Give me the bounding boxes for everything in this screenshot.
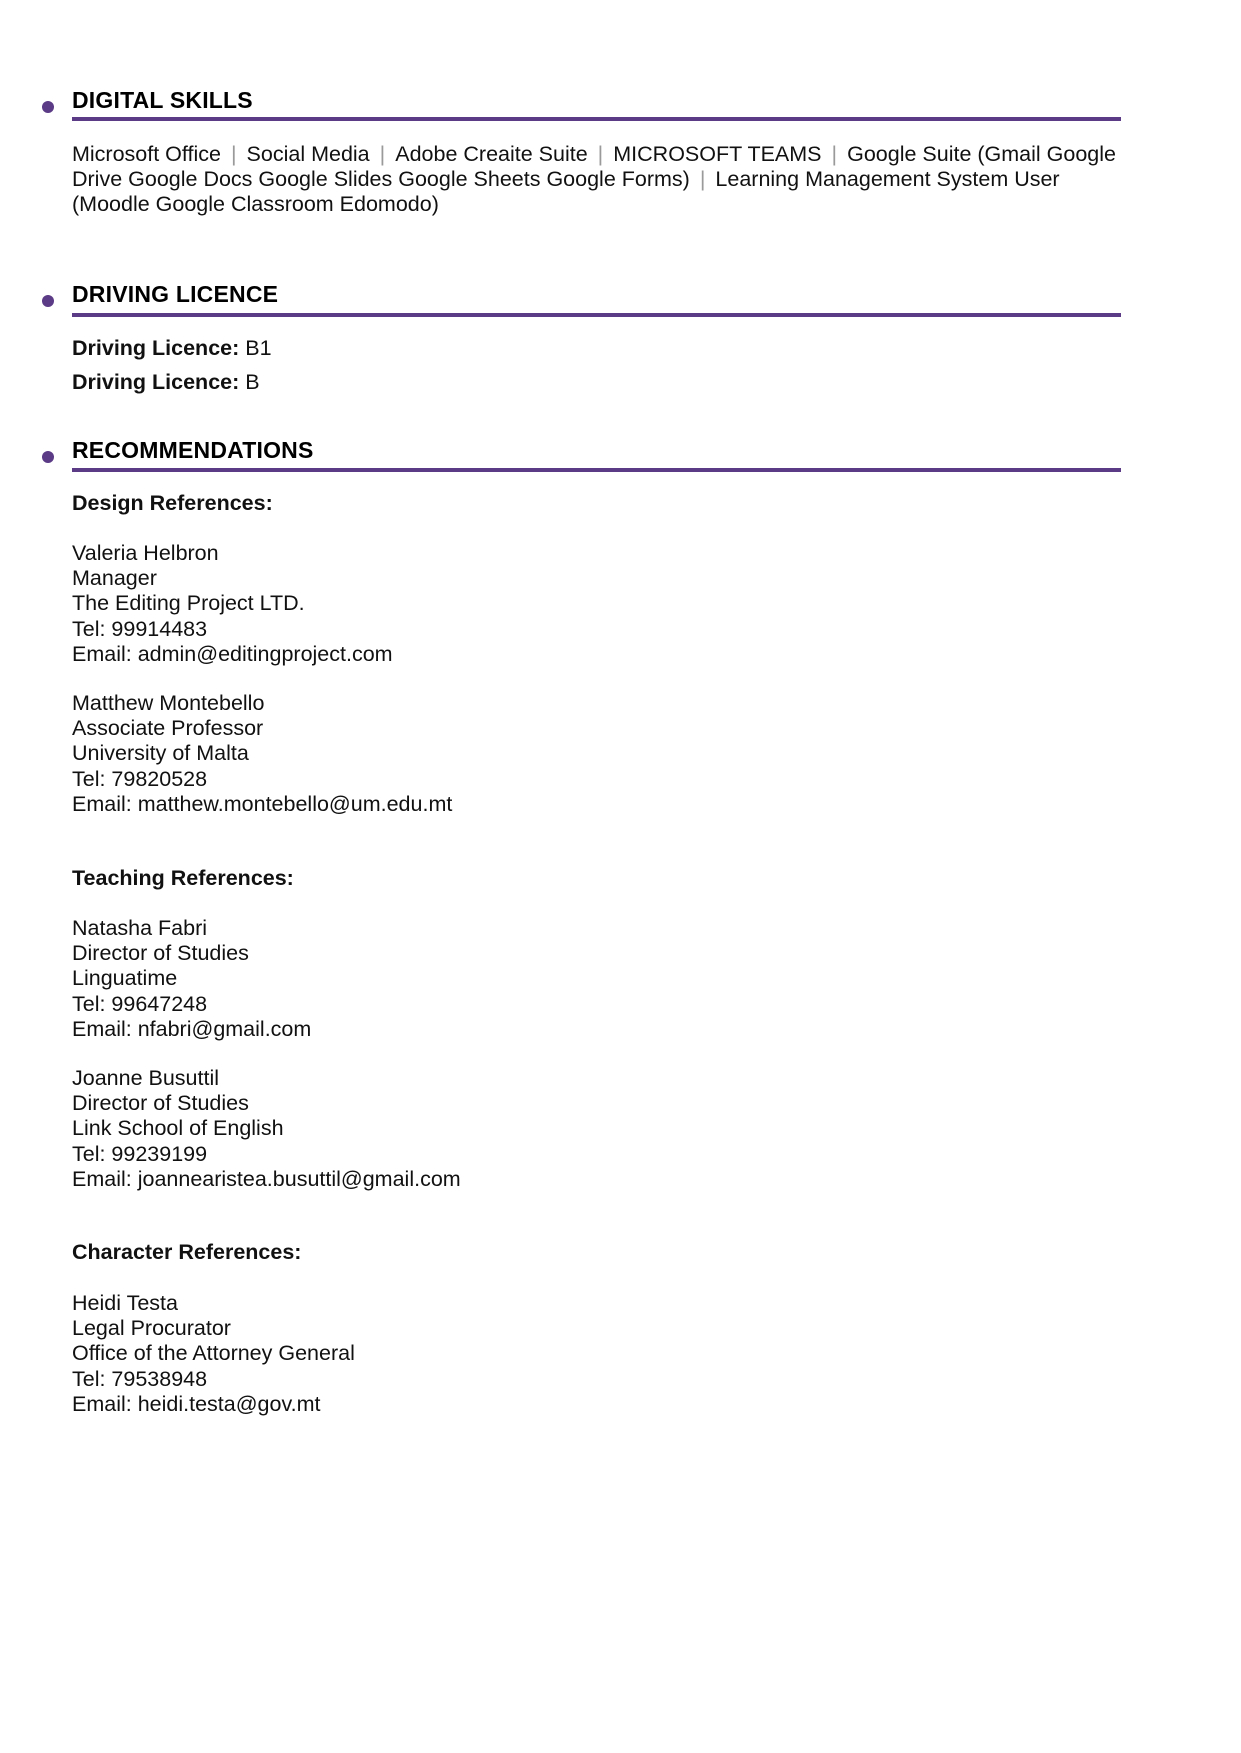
reference-card	[72, 916, 311, 1042]
section-bullet-icon	[42, 451, 54, 463]
section-title: RECOMMENDATIONS	[72, 437, 314, 463]
reference-tel: Tel: 79820528	[72, 766, 208, 791]
separator-icon: |	[831, 142, 838, 166]
reference-role: Director of Studies	[72, 941, 249, 966]
reference-card	[72, 541, 393, 667]
reference-role: Legal Procurator	[72, 1316, 231, 1341]
separator-icon: |	[699, 167, 706, 191]
section-divider	[72, 468, 1121, 472]
separator-icon: |	[597, 142, 604, 166]
reference-name: Valeria Helbron	[72, 541, 219, 565]
skill-item: Learning Management System User (Moodle Google Classroom Edomodo)	[72, 167, 1060, 216]
skills-list	[72, 142, 1122, 217]
separator-icon: |	[230, 142, 237, 166]
licence-label: Driving Licence:	[72, 370, 240, 394]
skill-item: Microsoft Office |	[72, 142, 237, 166]
reference-tel: Tel: 79538948	[72, 1366, 208, 1391]
reference-name: Matthew Montebello	[72, 691, 265, 715]
skill-item: Google Suite (Gmail Google Drive Google Docs Google Slides Google Sheets Google Forms) |	[72, 142, 1116, 191]
reference-group-heading: Character References:	[72, 1240, 302, 1264]
reference-name: Heidi Testa	[72, 1291, 178, 1315]
reference-email: Email: joannearistea.busuttil@gmail.com	[72, 1166, 461, 1191]
licence-label: Driving Licence:	[72, 336, 240, 360]
reference-role: Associate Professor	[72, 716, 264, 741]
skill-item: Adobe Creaite Suite |	[395, 142, 604, 166]
licence-entry	[72, 336, 272, 361]
reference-card	[72, 1291, 355, 1417]
licence-value: B	[245, 370, 260, 394]
separator-icon: |	[379, 142, 386, 166]
reference-email: Email: heidi.testa@gov.mt	[72, 1391, 321, 1416]
reference-tel: Tel: 99239199	[72, 1141, 208, 1166]
reference-name: Joanne Busuttil	[72, 1066, 220, 1090]
reference-card	[72, 1066, 461, 1192]
reference-group-heading: Design References:	[72, 491, 273, 515]
reference-organisation: Linguatime	[72, 966, 178, 991]
skill-item: Social Media |	[246, 142, 386, 166]
skill-item: MICROSOFT TEAMS |	[613, 142, 838, 166]
reference-email: Email: matthew.montebello@um.edu.mt	[72, 791, 453, 816]
reference-name: Natasha Fabri	[72, 916, 208, 940]
section-bullet-icon	[42, 101, 54, 113]
reference-email: Email: admin@editingproject.com	[72, 641, 393, 666]
section-bullet-icon	[42, 295, 54, 307]
reference-group-heading: Teaching References:	[72, 866, 294, 890]
section-title: DRIVING LICENCE	[72, 281, 279, 307]
section-divider	[72, 117, 1121, 121]
reference-organisation: University of Malta	[72, 741, 249, 766]
reference-organisation: The Editing Project LTD.	[72, 591, 305, 616]
reference-card	[72, 691, 452, 817]
licence-entry	[72, 370, 260, 395]
reference-tel: Tel: 99914483	[72, 616, 208, 641]
reference-role: Manager	[72, 566, 157, 591]
licence-value: B1	[245, 336, 272, 360]
reference-role: Director of Studies	[72, 1091, 249, 1116]
reference-email: Email: nfabri@gmail.com	[72, 1016, 312, 1041]
section-divider	[72, 313, 1121, 317]
reference-organisation: Link School of English	[72, 1116, 284, 1141]
reference-organisation: Office of the Attorney General	[72, 1341, 355, 1366]
reference-tel: Tel: 99647248	[72, 991, 208, 1016]
section-title: DIGITAL SKILLS	[72, 87, 253, 113]
